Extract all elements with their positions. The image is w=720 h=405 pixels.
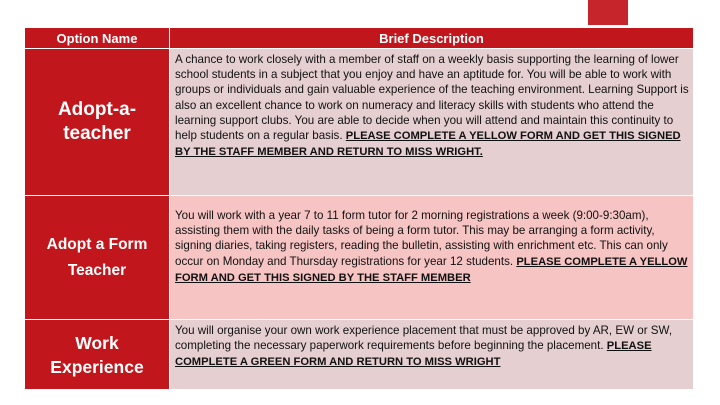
slide-corner-tab	[588, 0, 628, 25]
description-text: You will organise your own work experience placement that must be approved by AR, EW or SW, completing the necessary paperwork requirements before beginning the placement.	[175, 324, 673, 353]
form-instruction: PLEASE COMPLETE A GREEN FORM AND RETURN TO MISS WRIGHT	[175, 340, 652, 369]
description-adopt-a-teacher	[170, 49, 694, 196]
form-instruction: PLEASE COMPLETE A YELLOW FORM AND GET THIS SIGNED BY THE STAFF MEMBER	[175, 255, 688, 284]
header-option-name: Option Name	[25, 28, 170, 49]
header-brief-description: Brief Description	[170, 28, 694, 49]
option-name-work-experience: Work Experience	[25, 320, 170, 390]
description-work-experience	[170, 320, 694, 390]
option-name-adopt-a-form-teacher: Adopt a Form Teacher	[25, 196, 170, 320]
options-table	[25, 27, 694, 389]
description-text: A chance to work closely with a member of staff on a weekly basis supporting the learning of lower school students in a subject that you enjoy and have an aptitude for. You will be able to work with groups or individuals and gain valuable experience of the teaching environment. Learning Support is also an excellent chance to work on numeracy and literacy skills with students who attend the learning support clubs. You are able to decide when you will attend and maintain this continuity to help students on a regular basis.	[175, 53, 689, 143]
form-instruction: PLEASE COMPLETE A YELLOW FORM AND GET THIS SIGNED BY THE STAFF MEMBER AND RETURN TO MISS WRIGHT.	[175, 130, 681, 159]
option-name-adopt-a-teacher: Adopt-a-teacher	[25, 49, 170, 196]
description-text: You will work with a year 7 to 11 form tutor for 2 morning registrations a week (9:00-9:30am), assisting them with the daily tasks of being a form tutor. This may be arranging a form activity, signing diaries, taking registers, reading the bulletin, assisting with enrichment etc. This can only occur on Monday and Thursday registrations for year 12 students.	[175, 209, 668, 268]
description-adopt-a-form-teacher	[170, 196, 694, 320]
